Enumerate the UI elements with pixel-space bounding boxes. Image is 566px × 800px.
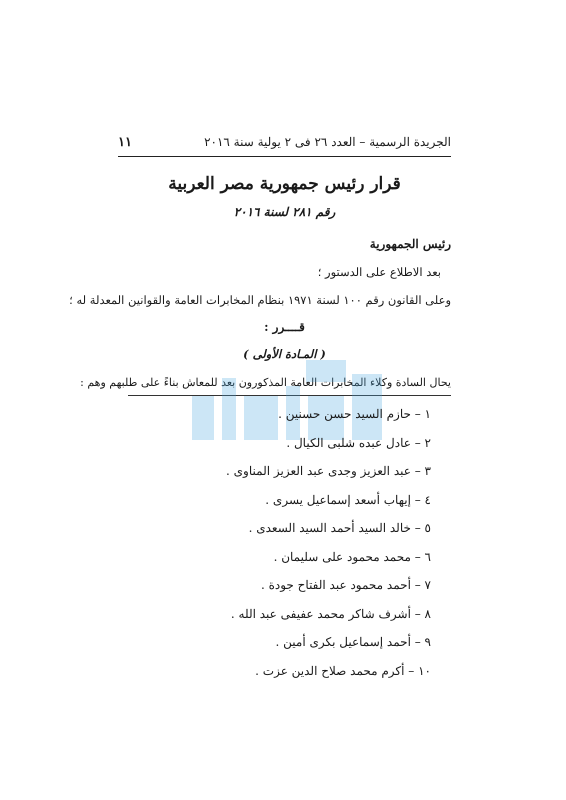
article-title: ( المـادة الأولى ) xyxy=(243,347,326,361)
list-item: ٢ – عادل عبده شلبى الكيال . xyxy=(286,435,431,450)
list-item: ١٠ – أكرم محمد صلاح الدين عزت . xyxy=(255,663,431,678)
decree-title: قرار رئيس جمهورية مصر العربية xyxy=(168,174,401,194)
preamble-line-1: بعد الاطلاع على الدستور ؛ xyxy=(317,265,441,279)
article-underline xyxy=(128,395,451,396)
list-item: ٦ – محمد محمود على سليمان . xyxy=(273,549,431,564)
header-divider xyxy=(118,156,451,157)
decided-heading: قــــرر : xyxy=(264,320,305,334)
list-item: ٩ – أحمد إسماعيل بكرى أمين . xyxy=(275,635,431,649)
names-list xyxy=(226,400,431,685)
page-number: ١١ xyxy=(118,135,132,150)
president-heading: رئيس الجمهورية xyxy=(369,237,451,251)
preamble-line-2: وعلى القانون رقم ١٠٠ لسنة ١٩٧١ بنظام المخابرات العامة والقوانين المعدلة له ؛ xyxy=(69,293,451,307)
article-text: يحال السادة وكلاء المخابرات العامة المذكورون بعد للمعاش بناءً على طلبهم وهم : xyxy=(80,376,451,389)
list-item: ٤ – إيهاب أسعد إسماعيل يسرى . xyxy=(265,492,431,507)
list-item: ٥ – خالد السيد أحمد السيد السعدى . xyxy=(248,521,431,535)
list-item: ٧ – أحمد محمود عبد الفتاح جودة . xyxy=(260,578,431,592)
list-item: ٨ – أشرف شاكر محمد عفيفى عبد الله . xyxy=(230,606,431,621)
list-item: ١ – حازم السيد حسن حسنين . xyxy=(278,407,431,421)
list-item: ٣ – عبد العزيز وجدى عبد العزيز المناوى . xyxy=(226,464,431,478)
gazette-header-title: الجريدة الرسمية – العدد ٢٦ فى ٢ يولية سنة ٢٠١٦ xyxy=(204,135,451,149)
page-header xyxy=(118,135,451,153)
decree-number: رقم ٢٨١ لسنة ٢٠١٦ xyxy=(233,205,336,219)
